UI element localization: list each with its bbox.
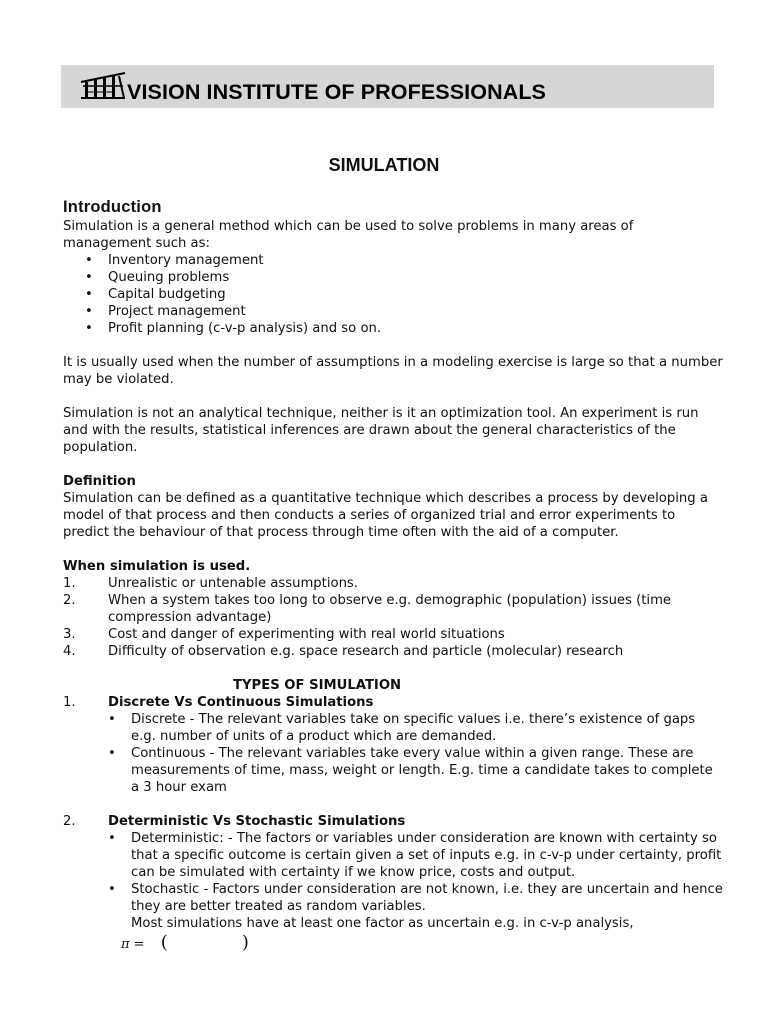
item-text: Difficulty of observation e.g. space research and particle (molecular) research: [108, 644, 624, 659]
list-item: • Inventory management: [63, 252, 723, 269]
item-number: 1.: [63, 576, 76, 591]
intro-lead: Simulation is a general method which can be used to solve problems in many areas of management such as:: [63, 219, 634, 251]
list-item: [63, 575, 723, 592]
list-item: • Discrete - The relevant variables take on specific values i.e. there’s existence of gaps e.g. number of units of a product which are demanded.: [108, 711, 723, 745]
building-logo-icon: [79, 70, 127, 100]
list-item: • Capital budgeting: [63, 286, 723, 303]
formula-close-paren: ): [241, 932, 249, 953]
type-bullets: [108, 830, 723, 915]
list-item: [63, 592, 723, 626]
document-body: [63, 196, 723, 953]
type-bullets: [108, 711, 723, 796]
type-title: Deterministic Vs Stochastic Simulations: [108, 814, 406, 829]
item-text: Unrealistic or untenable assumptions.: [108, 576, 358, 591]
institute-name: VISION INSTITUTE OF PROFESSIONALS: [127, 80, 547, 104]
header-bar: [61, 65, 714, 108]
type-discrete-continuous: [63, 694, 723, 796]
definition-text: Simulation can be defined as a quantitative technique which describes a process by developing a model of that process and then conducts a series of organized trial and error experiments to predict the behaviour of that process through time often with the aid of a computer.: [63, 491, 708, 540]
item-number: 3.: [63, 627, 76, 642]
uncertainty-note: Most simulations have at least one factor as uncertain e.g. in c-v-p analysis,: [131, 916, 634, 931]
intro-heading: Introduction: [63, 198, 162, 216]
intro-paragraph-analytical: Simulation is not an analytical technique, neither is it an optimization tool. An experiment is run and with the results, statistical inferences are drawn about the general characteristics of the population.: [63, 406, 699, 455]
formula-open-paren: (: [160, 932, 168, 953]
list-item: • Stochastic - Factors under consideration are not known, i.e. they are uncertain and hence they are better treated as random variables.: [108, 881, 723, 915]
profit-symbol: π =: [121, 937, 145, 952]
list-item: [63, 643, 723, 660]
list-item: • Deterministic: - The factors or variables under consideration are known with certainty so that a specific outcome is certain given a set of inputs e.g. in c-v-p under certainty, profit can be simulated with certainty if we know price, costs and output.: [108, 830, 723, 881]
list-item: • Continuous - The relevant variables take every value within a given range. These are measurements of time, mass, weight or length. E.g. time a candidate takes to complete a 3 hour exam: [108, 745, 723, 796]
item-text: Cost and danger of experimenting with real world situations: [108, 627, 505, 642]
intro-paragraph-assumptions: It is usually used when the number of assumptions in a modeling exercise is large so that a number may be violated.: [63, 355, 723, 387]
type-deterministic-stochastic: [63, 813, 723, 953]
when-used-heading: When simulation is used.: [63, 559, 251, 574]
list-item: • Project management: [63, 303, 723, 320]
type-title: Discrete Vs Continuous Simulations: [108, 695, 374, 710]
item-text: When a system takes too long to observe e.g. demographic (population) issues (time compression advantage): [108, 593, 672, 625]
list-item: • Profit planning (c-v-p analysis) and so on.: [63, 320, 723, 337]
item-number: 2.: [63, 593, 76, 608]
profit-formula: [108, 934, 723, 953]
management-areas-list: [63, 252, 723, 337]
type-number: 2.: [63, 814, 76, 829]
page-title: SIMULATION: [328, 155, 440, 175]
list-item: • Queuing problems: [63, 269, 723, 286]
definition-heading: Definition: [63, 474, 136, 489]
type-number: 1.: [63, 695, 76, 710]
item-number: 4.: [63, 644, 76, 659]
list-item: [63, 626, 723, 643]
when-used-list: [63, 575, 723, 660]
types-heading: TYPES OF SIMULATION: [233, 678, 402, 693]
